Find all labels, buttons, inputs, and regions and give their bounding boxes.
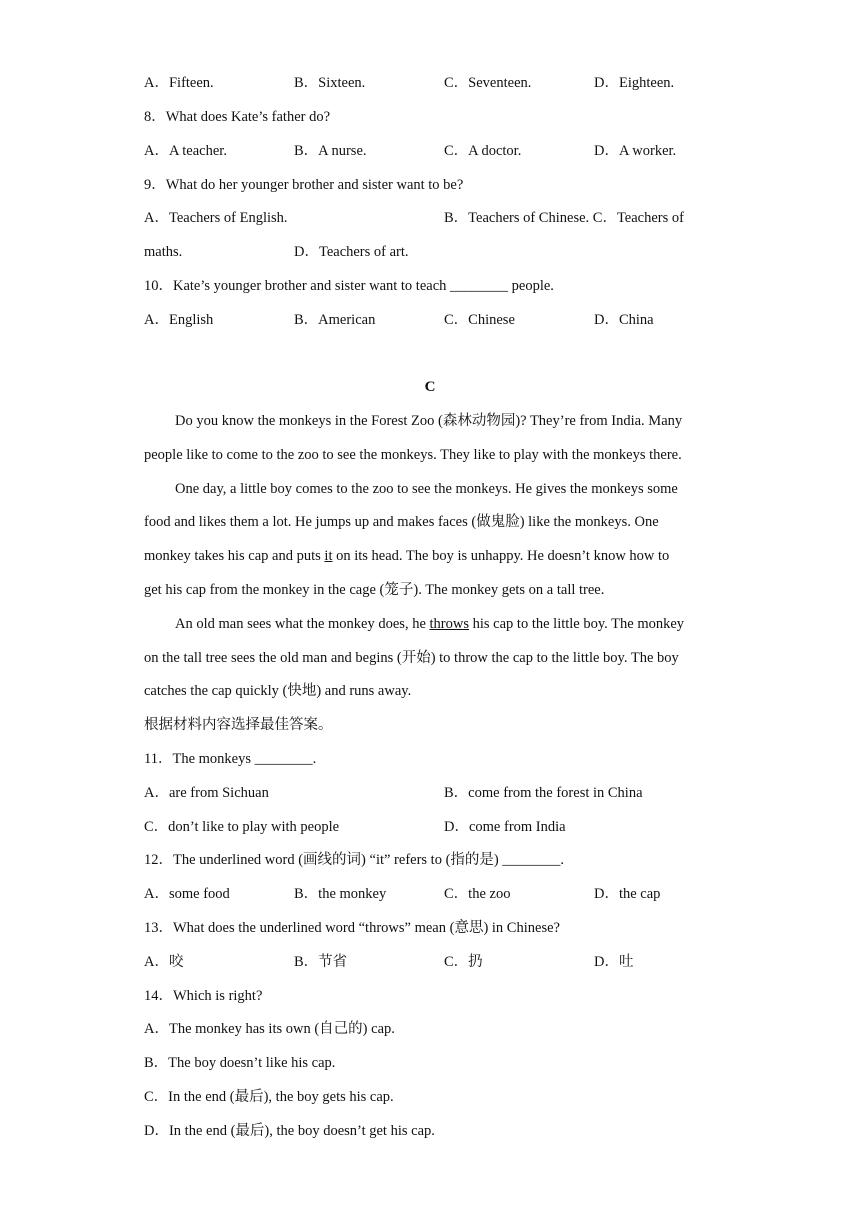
passage-text: his cap to the little boy. The monkey [469,616,685,632]
passage-line: on the tall tree sees the old man and begins (开始) to throw the cap to the little boy. The boy [144,650,679,666]
q9-option-b-c: B．Teachers of Chinese. C．Teachers of [444,210,684,226]
q8-option-c: C．A doctor. [444,143,522,159]
q8-option-d: D．A worker. [594,143,677,159]
q7-option-d: D．Eighteen. [594,75,675,91]
q9-stem: 9．What do her younger brother and sister want to be? [144,177,464,193]
underlined-word-throws: throws [429,616,469,632]
passage-line: catches the cap quickly (快地) and runs away. [144,683,412,699]
q10-option-c: C．Chinese [444,312,515,328]
q9-option-d: D．Teachers of art. [294,244,409,260]
q11-option-c: C．don’t like to play with people [144,819,340,835]
q10-option-b: B．American [294,312,376,328]
passage-text: An old man sees what the monkey does, he [175,616,430,632]
q12-option-b: B．the monkey [294,886,387,902]
q9-option-a: A．Teachers of English. [144,210,288,226]
q14-option-b: B．The boy doesn’t like his cap. [144,1055,336,1071]
q13-option-a: A．咬 [144,954,184,970]
q13-stem: 13．What does the underlined word “throws” mean (意思) in Chinese? [144,920,560,936]
q14-stem: 14．Which is right? [144,988,263,1004]
q11-option-d: D．come from India [444,819,566,835]
q10-stem: 10．Kate’s younger brother and sister want to teach ________ people. [144,278,554,294]
q13-option-d: D．吐 [594,954,634,970]
q14-option-d: D．In the end (最后), the boy doesn’t get his cap. [144,1123,435,1139]
passage-line [175,614,684,634]
q9-option-c-cont: maths. [144,244,183,260]
passage-line: food and likes them a lot. He jumps up and makes faces (做鬼脸) like the monkeys. One [144,514,659,530]
q8-option-b: B．A nurse. [294,143,367,159]
passage-line [144,546,669,566]
q8-stem: 8．What does Kate’s father do? [144,109,331,125]
passage-line: Do you know the monkeys in the Forest Zoo (森林动物园)? They’re from India. Many [175,413,683,429]
passage-line: get his cap from the monkey in the cage (笼子). The monkey gets on a tall tree. [144,582,605,598]
q13-option-c: C．扔 [444,954,483,970]
q8-option-a: A．A teacher. [144,143,227,159]
q7-option-c: C．Seventeen. [444,75,532,91]
q7-option-a: A．Fifteen. [144,75,214,91]
q11-option-a: A．are from Sichuan [144,785,269,801]
q10-option-a: A．English [144,312,214,328]
q11-stem: 11．The monkeys ________. [144,751,317,767]
q12-stem: 12．The underlined word (画线的词) “it” refers to (指的是) ________. [144,852,564,868]
instruction: 根据材料内容选择最佳答案。 [144,717,333,733]
q12-option-d: D．the cap [594,886,661,902]
q14-option-a: A．The monkey has its own (自己的) cap. [144,1021,395,1037]
q12-option-a: A．some food [144,886,230,902]
underlined-word-it: it [324,548,333,564]
passage-line: people like to come to the zoo to see the monkeys. They like to play with the monkeys there. [144,447,682,463]
passage-text: on its head. The boy is unhappy. He doesn’t know how to [332,548,670,564]
q12-option-c: C．the zoo [444,886,511,902]
q13-option-b: B．节省 [294,954,348,970]
section-heading: C [424,379,436,395]
passage-line: One day, a little boy comes to the zoo to see the monkeys. He gives the monkeys some [175,481,678,497]
passage-text: monkey takes his cap and puts [144,548,325,564]
q11-option-b: B．come from the forest in China [444,785,643,801]
q10-option-d: D．China [594,312,654,328]
q7-option-b: B．Sixteen. [294,75,366,91]
q14-option-c: C．In the end (最后), the boy gets his cap. [144,1089,394,1105]
